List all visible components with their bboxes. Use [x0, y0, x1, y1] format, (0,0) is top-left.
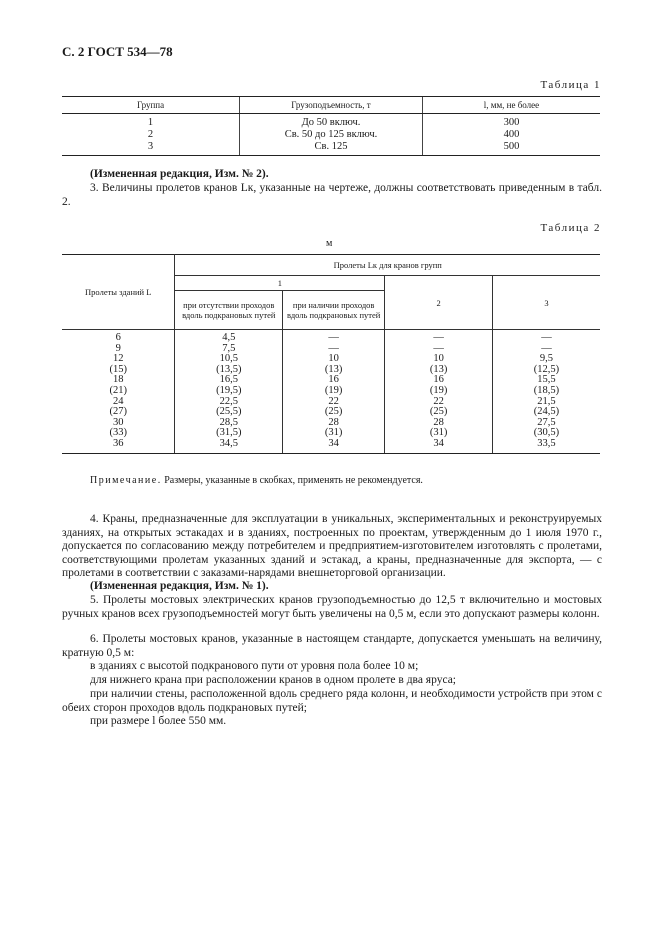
table2	[62, 254, 600, 454]
table-cell: (12,5)	[492, 365, 600, 376]
paragraph-4: 4. Краны, предназначенные для эксплуатации в уникальных, экспериментальных и реконструируемых зданиях, на открытых эстакадах и в зданиях, построенных по проектам, утвержденным до 1 июля 1970 г., допускается по согласованию между потребителем и предприятием-изготовителем изготовлять с пролетами, соответствующими пролетам указанных зданий и эстакад, а краны, предназначенные для экспорта, — с пролетами в соответствии с заказами-нарядами внешнеторговой организации.	[62, 513, 602, 579]
table-cell: 1	[147, 117, 154, 128]
table-cell: 16,5	[175, 375, 283, 386]
table2-unit: м	[326, 238, 333, 249]
table-cell: 22	[385, 397, 493, 408]
paragraph-6-item-b: для нижнего крана при расположении кранов в одном пролете в два яруса;	[90, 674, 456, 686]
table1-header-l: l, мм, не более	[422, 97, 600, 114]
table2-header-group-2: 2	[385, 276, 493, 330]
table-cell: 28	[283, 418, 385, 429]
table-cell: 22,5	[175, 397, 283, 408]
table-cell: 34	[283, 439, 385, 453]
table-cell: 36	[62, 439, 175, 453]
table-cell: 2	[147, 129, 154, 140]
table-cell: (27)	[62, 407, 175, 418]
paragraph-5: 5. Пролеты мостовых электрических кранов грузоподъемностью до 12,5 т включительно и мостовых ручных кранов всех грузоподъемностей могут быть увеличены на 0,5 м, если это допускают размеры колонн.	[62, 594, 602, 620]
table-cell: (25)	[385, 407, 493, 418]
table-row	[62, 439, 600, 453]
table-cell: —	[385, 344, 493, 355]
table-cell: 22	[283, 397, 385, 408]
table1	[62, 96, 600, 156]
table-cell: 34	[385, 439, 493, 453]
table-cell: (31)	[385, 428, 493, 439]
table-row	[62, 114, 600, 130]
paragraph-6-item-d: при размере l более 550 мм.	[90, 715, 227, 727]
table2-header-group-3: 3	[492, 276, 600, 330]
table-row	[62, 129, 600, 141]
table-cell: 28	[385, 418, 493, 429]
table-cell: 27,5	[492, 418, 600, 429]
table2-header-crane-spans: Пролеты Lк для кранов групп	[175, 255, 600, 276]
page-header: С. 2 ГОСТ 534—78	[62, 44, 173, 59]
table-cell: (18,5)	[492, 386, 600, 397]
table-cell: 10	[385, 354, 493, 365]
table-cell: (13)	[385, 365, 493, 376]
table2-header-with-passages: при наличии проходов вдоль подкрановых путей	[283, 291, 385, 330]
note-text: Размеры, указанные в скобках, применять не рекомендуется.	[161, 475, 423, 486]
table1-header-capacity: Грузоподъемность, т	[240, 97, 423, 114]
table-cell: 33,5	[492, 439, 600, 453]
table-cell: —	[283, 330, 385, 344]
table-cell: (21)	[62, 386, 175, 397]
table-cell: (31)	[283, 428, 385, 439]
table-cell: (31,5)	[175, 428, 283, 439]
table-cell: (15)	[62, 365, 175, 376]
table-cell: (19,5)	[175, 386, 283, 397]
table2-header-building-span: Пролеты зданий L	[62, 255, 175, 330]
table-cell: 24	[62, 397, 175, 408]
paragraph-6-item-c: при наличии стены, расположенной вдоль среднего ряда колонн, и необходимости устройств при этом с обеих сторон проходов вдоль подкрановых путей;	[62, 688, 602, 714]
table-cell: Св. 50 до 125 включ.	[240, 129, 423, 141]
table-cell: 16	[385, 375, 493, 386]
table-row	[62, 141, 600, 156]
table-cell: 18	[62, 375, 175, 386]
table-cell: 3	[62, 141, 240, 156]
table-row	[62, 330, 600, 344]
table-cell: —	[385, 330, 493, 344]
note-label: Примечание.	[90, 475, 162, 486]
table2-header-group-1: 1	[175, 276, 385, 291]
table-cell: (33)	[62, 428, 175, 439]
table-cell: 9	[62, 344, 175, 355]
table-cell: 9,5	[492, 354, 600, 365]
table-cell: 6	[62, 330, 175, 344]
table-cell: 4,5	[175, 330, 283, 344]
table-cell: (30,5)	[492, 428, 600, 439]
table-cell: 34,5	[175, 439, 283, 453]
table-cell: 21,5	[492, 397, 600, 408]
table-row	[62, 386, 600, 397]
edit-note-2: (Измененная редакция, Изм. № 2).	[90, 168, 269, 180]
table-cell: 500	[422, 141, 600, 156]
table-cell: 16	[283, 375, 385, 386]
paragraph-3: 3. Величины пролетов кранов Lк, указанные на чертеже, должны соответствовать приведенным в табл. 2.	[62, 182, 602, 208]
paragraph-6-item-a: в зданиях с высотой подкранового пути от уровня пола более 10 м;	[90, 660, 419, 672]
table-cell: 10,5	[175, 354, 283, 365]
table2-header-no-passages: при отсутствии проходов вдоль подкрановых путей	[175, 291, 283, 330]
table-cell: 7,5	[175, 344, 283, 355]
table-cell: (19)	[283, 386, 385, 397]
table-cell: 12	[62, 354, 175, 365]
table-cell: 10	[283, 354, 385, 365]
table2-caption: Таблица 2	[540, 222, 601, 234]
table-cell: До 50 включ.	[240, 114, 423, 130]
table-cell: Св. 125	[240, 141, 423, 156]
table-cell: 15,5	[492, 375, 600, 386]
table-cell: (19)	[385, 386, 493, 397]
table-cell: (25)	[283, 407, 385, 418]
table-cell: 300	[422, 114, 600, 130]
table-cell: —	[492, 344, 600, 355]
table1-caption: Таблица 1	[540, 79, 601, 91]
edit-note-1: (Измененная редакция, Изм. № 1).	[90, 580, 269, 592]
table-cell: (13,5)	[175, 365, 283, 376]
table-cell: (25,5)	[175, 407, 283, 418]
table2-note	[90, 475, 423, 486]
table-cell: 30	[62, 418, 175, 429]
table-cell: —	[283, 344, 385, 355]
table1-header-group: Группа	[62, 97, 240, 114]
table-cell: 28,5	[175, 418, 283, 429]
paragraph-6: 6. Пролеты мостовых кранов, указанные в настоящем стандарте, допускается уменьшать на величину, кратную 0,5 м:	[62, 633, 602, 659]
table-cell: (24,5)	[492, 407, 600, 418]
table-cell: (13)	[283, 365, 385, 376]
table-cell: —	[492, 330, 600, 344]
table-cell: 400	[422, 129, 600, 141]
